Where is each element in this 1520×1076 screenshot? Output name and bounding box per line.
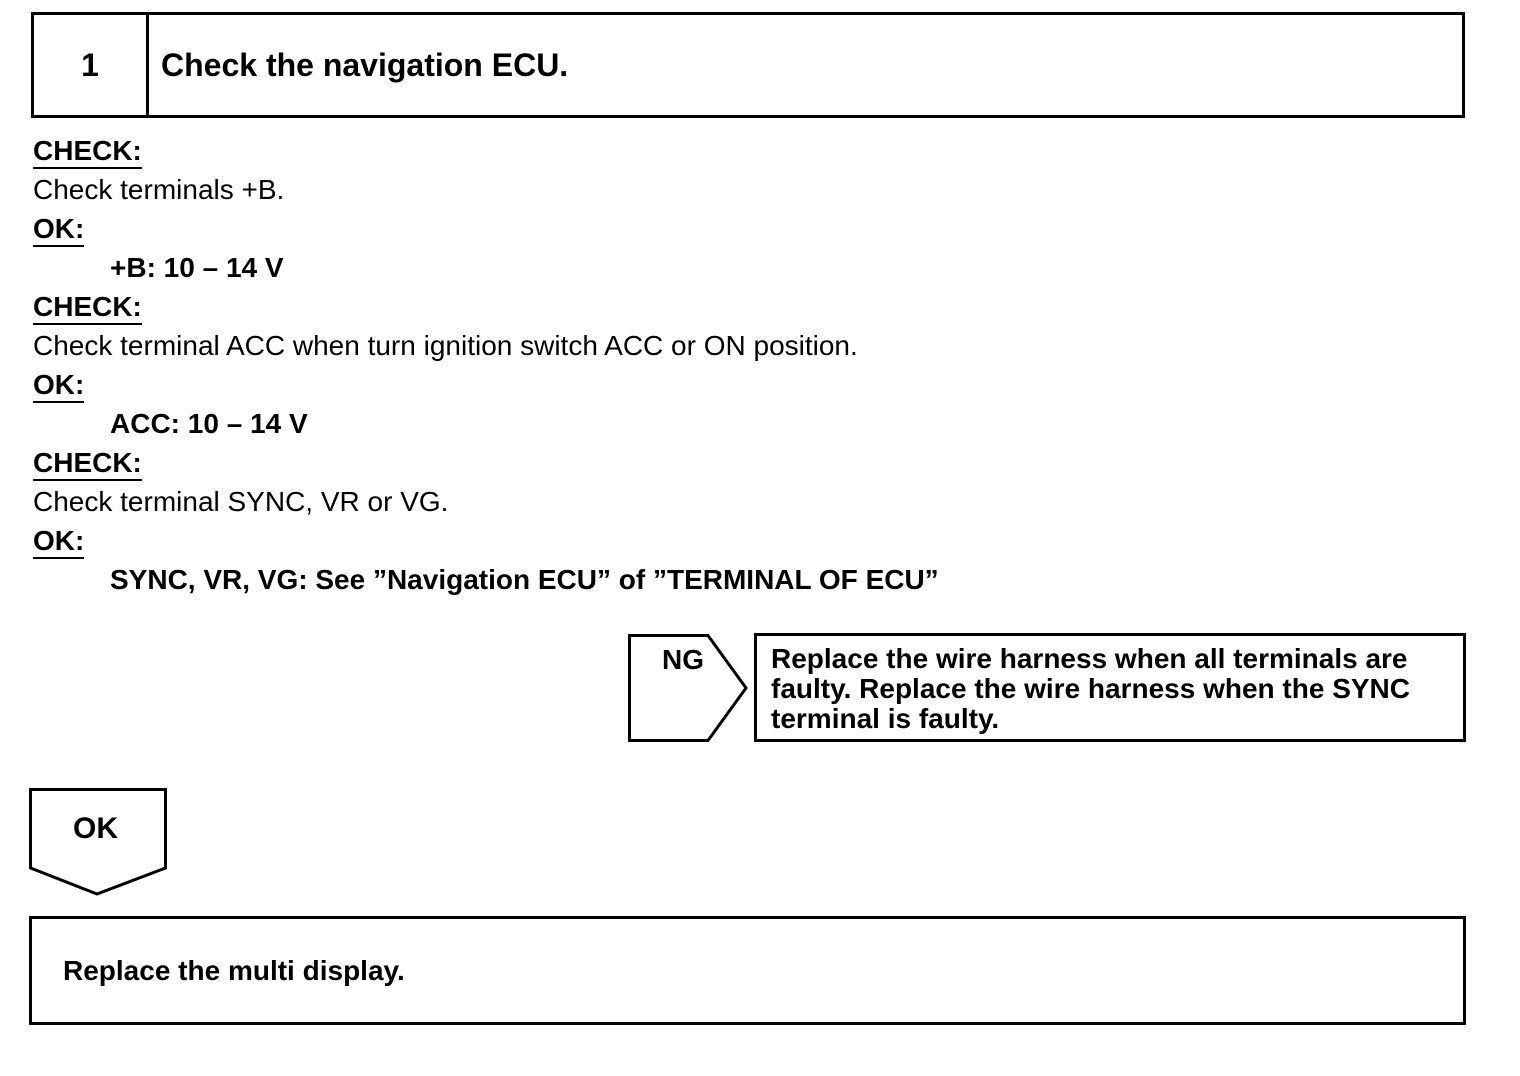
ok-label: OK: [33, 369, 84, 403]
check-label: CHECK: [33, 447, 142, 481]
ok-1-spec: +B: 10 – 14 V [110, 252, 284, 283]
ng-arrow-tag [628, 634, 748, 742]
ok-2-label-line [33, 368, 84, 402]
check-1-text: Check terminals +B. [33, 174, 285, 205]
ok-1-label-line [33, 212, 84, 246]
ok-arrow-tag [29, 788, 167, 898]
check-1-label-line [33, 134, 142, 168]
ng-label: NG [662, 644, 704, 675]
ok-branch-label: OK [73, 812, 118, 845]
ok-2-spec: ACC: 10 – 14 V [110, 408, 308, 439]
check-3-label-line [33, 446, 142, 480]
ok-action-box: Replace the multi display. [29, 916, 1466, 1025]
step-number: 1 [34, 15, 149, 115]
ok-label: OK: [33, 213, 84, 247]
check-label: CHECK: [33, 291, 142, 325]
check-2-label-line [33, 290, 142, 324]
ok-3-label-line [33, 524, 84, 558]
check-3-text: Check terminal SYNC, VR or VG. [33, 486, 449, 517]
check-2-text: Check terminal ACC when turn ignition switch ACC or ON position. [33, 330, 858, 361]
step-header [31, 12, 1465, 118]
check-label: CHECK: [33, 135, 142, 169]
ok-label: OK: [33, 525, 84, 559]
ng-action-box: Replace the wire harness when all terminals are faulty. Replace the wire harness when the SYNC terminal is faulty. [754, 633, 1466, 742]
ok-3-spec: SYNC, VR, VG: See ”Navigation ECU” of ”TERMINAL OF ECU” [110, 564, 939, 595]
step-title: Check the navigation ECU. [161, 46, 569, 83]
